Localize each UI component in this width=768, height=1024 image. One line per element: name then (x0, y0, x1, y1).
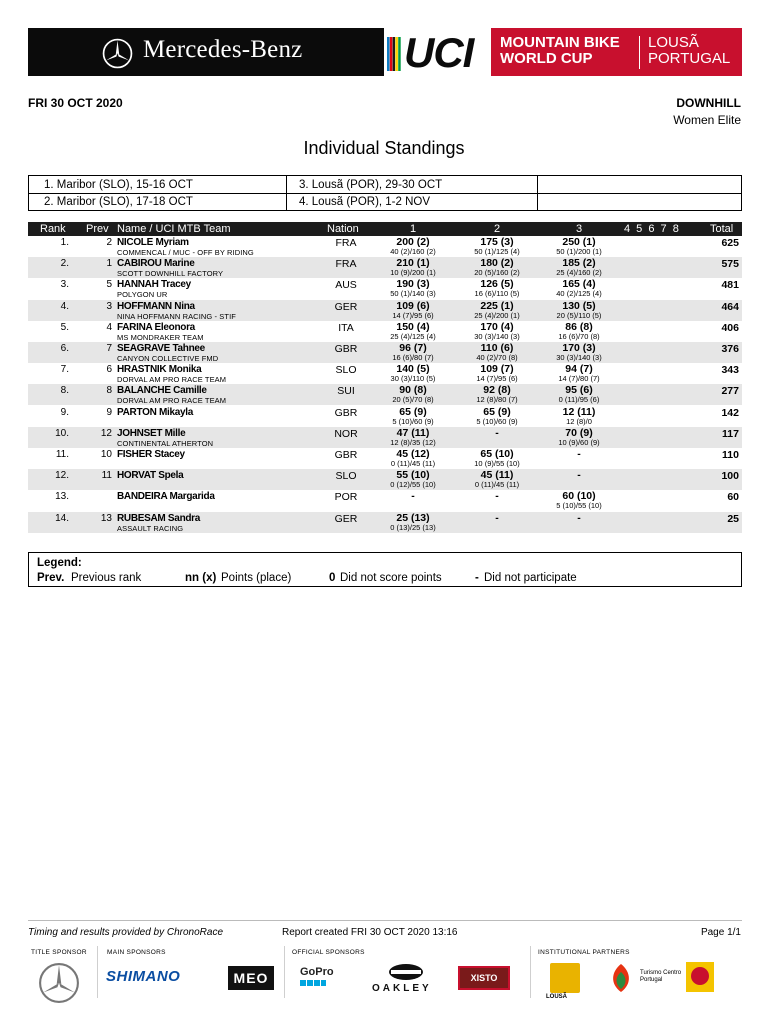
event-3-points: 165 (4) (562, 278, 596, 291)
col-event-3: 3 (576, 223, 583, 235)
nation-cell: FRA (335, 258, 357, 271)
oakley-logo: OAKLEY (372, 983, 432, 994)
title-sponsor-name: Mercedes-Benz (143, 36, 303, 63)
nation-cell: NOR (334, 427, 358, 440)
rank-cell: 3. (60, 279, 69, 291)
event-3-detail: 40 (2)/125 (4) (556, 289, 602, 299)
prev-rank-cell: 7 (106, 343, 112, 354)
rank-cell: 11. (55, 449, 69, 460)
event-3-detail: 0 (11)/95 (6) (558, 395, 600, 405)
event-1-points: 210 (1) (396, 257, 430, 270)
event-2-points: 65 (9) (483, 405, 511, 418)
event-3-detail: 5 (10)/55 (10) (556, 501, 602, 511)
gopro-logo: GoPro (300, 966, 334, 978)
venue-title (648, 35, 730, 67)
nation-cell: GER (334, 300, 358, 313)
table-row (28, 384, 742, 405)
table-row (28, 342, 742, 363)
total-points: 406 (721, 321, 739, 334)
gopro-color-bar-icon (300, 980, 326, 986)
rider-name: PARTON Mikayla (117, 406, 194, 418)
total-points: 625 (721, 237, 739, 249)
prev-rank-cell: 8 (106, 385, 112, 397)
table-row (28, 321, 742, 342)
event-1-points: 150 (4) (396, 320, 430, 333)
col-event-2: 2 (494, 223, 501, 235)
event-1-detail: 40 (2)/160 (2) (390, 247, 436, 256)
prev-rank-cell: 11 (101, 470, 112, 482)
prev-rank-cell: 13 (100, 512, 112, 524)
rank-cell: 12. (55, 470, 69, 482)
total-points: 575 (721, 258, 739, 271)
page-number: Page 1/1 (700, 927, 741, 938)
rank-cell: 8. (60, 385, 69, 397)
sponsor-divider (530, 946, 531, 998)
rank-cell: 2. (60, 258, 69, 270)
xisto-logo: XISTO (458, 966, 510, 990)
prev-rank-cell: 10 (100, 449, 112, 460)
venue-line2: PORTUGAL (648, 50, 731, 67)
legend-title: Legend: (37, 557, 82, 569)
mercedes-star-icon (38, 962, 80, 1004)
team-name: CANYON COLLECTIVE FMD (117, 354, 219, 363)
oakley-ellipse-icon (386, 962, 426, 982)
event-3-detail: 12 (8)/0 (566, 416, 592, 426)
lousa-logo-text: LOUSÃ (546, 994, 567, 1000)
nation-cell: SUI (337, 385, 355, 398)
legend-box (28, 552, 742, 587)
table-row (28, 363, 742, 384)
event-2-points: 225 (1) (480, 299, 514, 312)
venue-line1: LOUSÃ (648, 34, 699, 51)
event-3-detail: 20 (5)/110 (5) (556, 310, 602, 320)
event-1-points: 47 (11) (396, 426, 430, 439)
event-2-detail: 20 (5)/160 (2) (474, 268, 520, 278)
team-name: POLYGON UR (117, 290, 168, 300)
event-1-detail: 20 (5)/70 (8) (392, 395, 434, 405)
event-1-points: 25 (13) (396, 511, 430, 524)
event-1-points: 190 (3) (396, 278, 430, 291)
event-3-points: - (577, 511, 581, 524)
total-points: 481 (721, 279, 739, 292)
nation-cell: POR (334, 491, 358, 504)
event-1-points: 200 (2) (396, 236, 430, 248)
total-points: 464 (721, 300, 739, 313)
event-3-points: 170 (3) (562, 342, 596, 354)
official-sponsors-label: OFFICIAL SPONSORS (292, 949, 365, 956)
round-3: 3. Lousã (POR), 29-30 OCT (299, 179, 443, 191)
rank-cell: 4. (60, 300, 69, 312)
event-3-points: 60 (10) (562, 490, 596, 503)
table-row (28, 236, 742, 257)
rider-name: BANDEIRA Margarida (117, 491, 215, 503)
discipline-label: DOWNHILL (676, 96, 741, 110)
rider-name: HORVAT Spela (117, 470, 184, 482)
rounds-divider (286, 176, 287, 210)
event-1-detail: 16 (6)/80 (7) (392, 353, 434, 362)
rank-cell: 5. (60, 321, 69, 333)
rider-name: HOFFMANN Nina (117, 300, 195, 312)
event-3-points: 185 (2) (562, 257, 596, 270)
rider-name: NICOLE Myriam (117, 237, 189, 248)
nation-cell: SLO (335, 364, 357, 377)
turismo-flame-icon (606, 962, 636, 994)
total-points: 277 (721, 385, 739, 398)
event-1-detail: 30 (3)/110 (5) (390, 374, 436, 384)
team-name: ASSAULT RACING (117, 523, 184, 533)
event-1-detail: 0 (13)/25 (13) (390, 522, 436, 532)
legend-dash-key: - (475, 572, 479, 584)
total-points: 60 (727, 491, 739, 504)
event-3-points: - (577, 469, 581, 482)
prev-rank-cell: 6 (106, 364, 112, 376)
event-date: FRI 30 OCT 2020 (28, 96, 123, 110)
event-2-detail: 10 (9)/55 (10) (474, 459, 520, 468)
nation-cell: AUS (335, 279, 357, 292)
event-2-points: 65 (10) (480, 448, 514, 460)
event-2-points: 92 (8) (483, 384, 511, 397)
event-2-detail: 16 (6)/110 (5) (474, 289, 520, 299)
footer-divider (28, 920, 742, 921)
shimano-logo: SHIMANO (106, 968, 181, 985)
event-2-detail: 40 (2)/70 (8) (476, 353, 518, 362)
legend-zero-key: 0 (329, 572, 336, 584)
event-3-detail: 14 (7)/80 (7) (558, 374, 600, 384)
event-1-detail: 50 (1)/140 (3) (390, 289, 436, 299)
prev-rank-cell: 1 (106, 258, 112, 270)
event-3-points: 250 (1) (562, 236, 596, 248)
event-1-detail: 25 (4)/125 (4) (390, 331, 436, 341)
event-2-points: - (495, 490, 499, 503)
event-1-points: 140 (5) (396, 363, 430, 376)
event-1-detail: 14 (7)/95 (6) (392, 310, 434, 320)
team-name: SCOTT DOWNHILL FACTORY (117, 269, 224, 279)
prev-rank-cell: 4 (106, 321, 112, 333)
prev-rank-cell: 5 (106, 279, 112, 291)
rider-name: JOHNSET Mille (117, 427, 186, 439)
event-1-points: 45 (12) (396, 448, 430, 460)
report-timestamp: Report created FRI 30 OCT 2020 13:16 (282, 927, 458, 938)
standings-table-header (28, 222, 742, 236)
event-2-points: 109 (7) (480, 363, 514, 376)
round-1: 1. Maribor (SLO), 15-16 OCT (44, 179, 193, 191)
nation-cell: FRA (335, 237, 357, 249)
table-row (28, 512, 742, 533)
timing-credit: Timing and results provided by ChronoRace (28, 927, 224, 938)
event-2-points: 126 (5) (480, 278, 514, 291)
table-row (28, 490, 742, 511)
round-4: 4. Lousã (POR), 1-2 NOV (299, 196, 431, 208)
event-1-points: - (411, 490, 415, 503)
series-title (500, 35, 640, 67)
table-row (28, 278, 742, 299)
event-2-detail: 12 (8)/80 (7) (476, 395, 518, 405)
rider-name: CABIROU Marine (117, 258, 195, 270)
nation-cell: SLO (335, 470, 357, 483)
rank-cell: 9. (60, 406, 69, 418)
event-1-points: 55 (10) (396, 469, 430, 482)
event-3-points: - (577, 448, 581, 460)
event-2-detail: 25 (4)/200 (1) (474, 310, 520, 320)
event-2-points: - (495, 426, 499, 439)
rider-name: FISHER Stacey (117, 449, 185, 460)
table-row (28, 257, 742, 278)
team-name: CONTINENTAL ATHERTON (117, 438, 214, 448)
event-3-points: 130 (5) (562, 299, 596, 312)
rounds-divider (537, 176, 538, 210)
event-1-detail: 0 (11)/45 (11) (390, 459, 436, 468)
prev-rank-cell: 3 (106, 300, 112, 312)
sponsor-divider (97, 946, 98, 998)
event-3-points: 12 (11) (562, 405, 596, 418)
rider-name: BALANCHE Camille (117, 385, 207, 397)
total-points: 117 (722, 427, 739, 440)
lousa-crest-icon (550, 963, 580, 993)
rounds-box (28, 175, 742, 211)
rider-name: SEAGRAVE Tahnee (117, 343, 205, 354)
col-nation: Nation (327, 223, 359, 235)
series-title-line1: MOUNTAIN BIKE (500, 34, 620, 51)
main-sponsors-label: MAIN SPONSORS (107, 949, 166, 956)
legend-points-key: nn (x) (185, 572, 217, 584)
nation-cell: GER (334, 512, 358, 525)
prev-rank-cell: 12 (100, 427, 112, 439)
rank-cell: 6. (60, 343, 69, 354)
event-3-points: 86 (8) (565, 320, 593, 333)
uci-rainbow-stripes-icon (387, 37, 401, 71)
nation-cell: GBR (334, 343, 358, 355)
event-1-detail: 12 (8)/35 (12) (390, 437, 436, 447)
total-points: 110 (722, 449, 739, 461)
col-name: Name / UCI MTB Team (117, 223, 231, 235)
event-3-detail: 10 (9)/60 (9) (558, 437, 600, 447)
col-prev: Prev (86, 223, 109, 235)
event-2-points: 110 (6) (480, 342, 514, 354)
team-name: DORVAL AM PRO RACE TEAM (117, 396, 227, 406)
event-3-detail: 25 (4)/160 (2) (556, 268, 602, 278)
rider-name: HANNAH Tracey (117, 279, 191, 291)
category-label: Women Elite (673, 113, 741, 127)
total-points: 25 (727, 512, 739, 525)
event-3-points: 95 (6) (565, 384, 593, 397)
rank-cell: 1. (60, 237, 69, 248)
total-points: 100 (721, 470, 739, 483)
event-2-points: 45 (11) (480, 469, 514, 482)
prev-rank-cell: 9 (106, 406, 112, 418)
series-divider (639, 36, 640, 69)
ipdj-logo-icon (686, 962, 714, 992)
event-3-points: 94 (7) (565, 363, 593, 376)
total-points: 376 (721, 343, 739, 355)
col-rank: Rank (40, 223, 66, 235)
total-points: 343 (721, 364, 739, 377)
mercedes-star-icon (102, 38, 133, 69)
rank-cell: 7. (60, 364, 69, 376)
title-sponsor-label: TITLE SPONSOR (31, 949, 87, 956)
event-1-points: 90 (8) (399, 384, 427, 397)
event-1-points: 109 (6) (396, 299, 430, 312)
event-3-detail: 50 (1)/200 (1) (556, 247, 602, 256)
table-row (28, 406, 742, 427)
event-1-detail: 10 (9)/200 (1) (390, 268, 436, 278)
rank-cell: 10. (55, 427, 69, 439)
legend-prev-desc: Previous rank (71, 572, 142, 584)
page-title: Individual Standings (303, 138, 465, 158)
event-2-detail: 30 (3)/140 (3) (474, 331, 520, 341)
table-row (28, 448, 742, 469)
rider-name: RUBESAM Sandra (117, 512, 201, 524)
legend-zero-desc: Did not score points (340, 572, 442, 584)
col-total: Total (710, 223, 734, 235)
event-2-points: 175 (3) (480, 236, 514, 248)
col-future-events: 4 5 6 7 8 (624, 223, 679, 235)
event-2-detail: 14 (7)/95 (6) (476, 374, 518, 384)
rider-name: HRASTNIK Monika (117, 364, 202, 376)
legend-dash-desc: Did not participate (484, 572, 577, 584)
event-2-points: - (495, 511, 499, 524)
event-1-points: 96 (7) (399, 342, 427, 354)
event-3-detail: 16 (6)/70 (8) (558, 331, 600, 341)
team-name: COMMENCAL / MUC - OFF BY RIDING (117, 248, 254, 257)
event-2-detail: 0 (11)/45 (11) (474, 480, 520, 490)
prev-rank-cell: 2 (106, 237, 112, 248)
event-1-detail: 0 (12)/55 (10) (390, 480, 436, 490)
legend-points-desc: Points (place) (221, 572, 292, 584)
rank-cell: 13. (55, 491, 69, 503)
turismo-logo-text: Turismo Centro Portugal (640, 970, 682, 983)
table-row (28, 427, 742, 448)
event-1-detail: 5 (10)/60 (9) (392, 416, 434, 426)
series-title-line2: WORLD CUP (500, 50, 593, 67)
sponsor-divider (284, 946, 285, 998)
event-3-points: 70 (9) (565, 426, 593, 439)
round-2: 2. Maribor (SLO), 17-18 OCT (44, 196, 193, 208)
team-name: NINA HOFFMANN RACING - STIF (117, 311, 236, 321)
table-row (28, 300, 742, 321)
nation-cell: GBR (334, 449, 358, 461)
total-points: 142 (721, 406, 739, 419)
rider-name: FARINA Eleonora (117, 321, 195, 333)
event-2-detail: 5 (10)/60 (9) (476, 416, 518, 426)
uci-logo-text: UCI (404, 29, 474, 76)
event-1-points: 65 (9) (399, 405, 427, 418)
team-name: DORVAL AM PRO RACE TEAM (117, 375, 227, 385)
meo-logo: MEO (228, 966, 274, 990)
institutional-partners-label: INSTITUTIONAL PARTNERS (538, 949, 630, 956)
event-3-detail: 30 (3)/140 (3) (556, 353, 602, 362)
rank-cell: 14. (55, 512, 69, 524)
event-2-points: 180 (2) (480, 257, 514, 270)
table-row (28, 469, 742, 490)
event-2-detail: 50 (1)/125 (4) (474, 247, 520, 256)
legend-prev-key: Prev. (37, 572, 65, 584)
col-event-1: 1 (410, 223, 417, 235)
team-name: MS MONDRAKER TEAM (117, 332, 204, 342)
event-2-points: 170 (4) (480, 320, 514, 333)
nation-cell: ITA (338, 321, 354, 334)
nation-cell: GBR (334, 406, 358, 419)
